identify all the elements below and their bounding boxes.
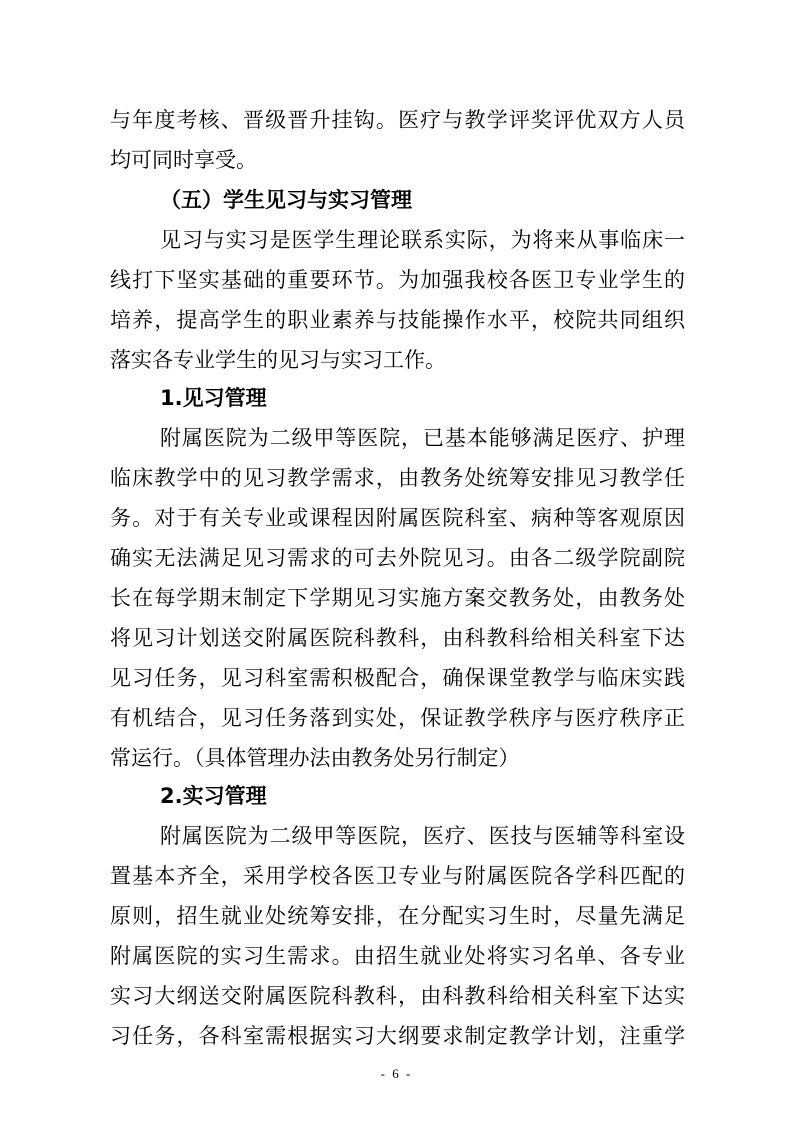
body-line-2: 均可同时享受。: [110, 148, 257, 172]
section-heading-student-practice: （五）学生见习与实习管理: [160, 188, 412, 212]
body-line-22: 附属医院的实习生需求。由招生就业处将实习名单、各专业: [110, 944, 685, 968]
body-line-7: 落实各专业学生的见习与实习工作。: [110, 348, 446, 372]
body-line-4: 见习与实习是医学生理论联系实际，为将来从事临床一: [160, 228, 685, 252]
body-line-13: 长在每学期末制定下学期见习实施方案交教务处，由教务处: [110, 586, 685, 610]
subheading-internship-management: 2.实习管理: [160, 784, 267, 808]
body-line-23: 实习大纲送交附属医院科教科，由科教科给相关科室下达实: [110, 984, 685, 1008]
body-line-6: 培养，提高学生的职业素养与技能操作水平，校院共同组织: [110, 308, 685, 332]
body-line-20: 置基本齐全，采用学校各医卫专业与附属医院各学科匹配的: [110, 864, 685, 888]
body-line-5: 线打下坚实基础的重要环节。为加强我校各医卫专业学生的: [110, 268, 685, 292]
body-line-12: 确实无法满足见习需求的可去外院见习。由各二级学院副院: [110, 546, 685, 570]
body-line-16: 有机结合，见习任务落到实处，保证教学秩序与医疗秩序正: [110, 706, 685, 730]
subheading-observation-management: 1.见习管理: [160, 386, 267, 410]
body-line-24: 习任务，各科室需根据实习大纲要求制定教学计划，注重学: [110, 1024, 685, 1048]
body-line-10: 临床教学中的见习教学需求，由教务处统筹安排见习教学任: [110, 466, 685, 490]
body-line-9: 附属医院为二级甲等医院，已基本能够满足医疗、护理: [160, 426, 685, 450]
page-number: - 6 -: [380, 1066, 413, 1081]
body-line-11: 务。对于有关专业或课程因附属医院科室、病种等客观原因: [110, 506, 685, 530]
body-line-17: 常运行。（具体管理办法由教务处另行制定）: [110, 746, 520, 770]
body-line-14: 将见习计划送交附属医院科教科，由科教科给相关科室下达: [110, 626, 685, 650]
body-line-21: 原则，招生就业处统筹安排，在分配实习生时，尽量先满足: [110, 904, 685, 928]
body-line-1: 与年度考核、晋级晋升挂钩。医疗与教学评奖评优双方人员: [110, 108, 685, 132]
body-line-19: 附属医院为二级甲等医院，医疗、医技与医辅等科室设: [160, 824, 685, 848]
body-line-15: 见习任务，见习科室需积极配合，确保课堂教学与临床实践: [110, 666, 685, 690]
